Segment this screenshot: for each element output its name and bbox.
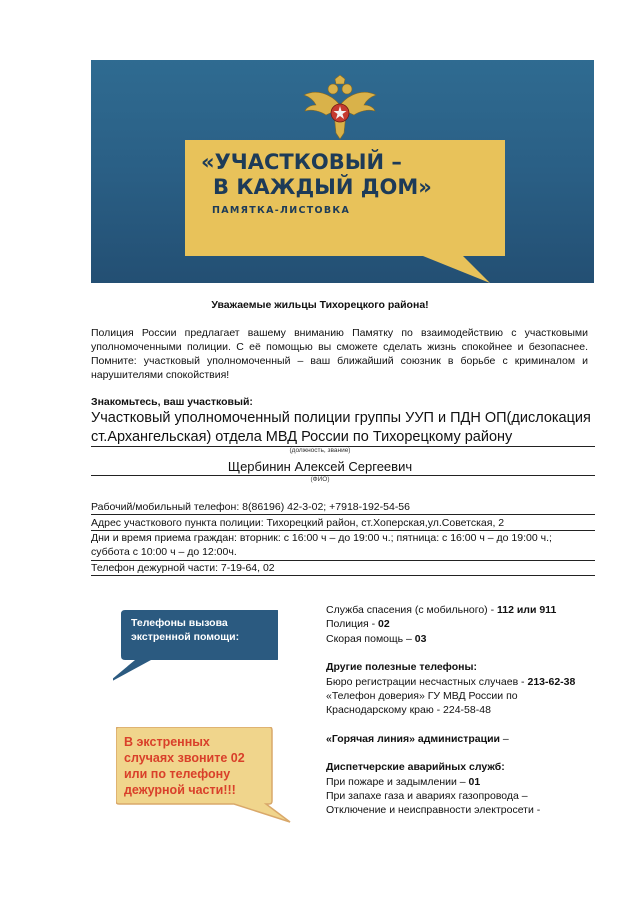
police-number: 02: [378, 618, 390, 631]
office-address: Адрес участкового пункта полиции: Тихорецкий район, ст.Хоперская,ул.Советская, 2: [91, 517, 505, 529]
emergency-callout-line2: экстренной помощи:: [131, 631, 240, 643]
banner-title-line2: В КАЖДЫЙ ДОМ»: [213, 175, 432, 199]
double-headed-eagle-emblem-icon: [300, 75, 380, 141]
dispatch-heading: [326, 760, 596, 774]
gas-line: При запахе газа и авариях газопровода –: [326, 790, 528, 803]
hotline-line: [326, 732, 596, 746]
warning-callout-line3: или по телефону: [124, 767, 231, 781]
divider: [91, 575, 595, 576]
fire-line: [326, 775, 596, 789]
emergency-callout-line1: Телефоны вызова: [131, 617, 228, 629]
useful-heading: [326, 660, 596, 674]
officer-position: Участковый уполномоченный полиции группы УУП и ПДН ОП(дислокация ст.Архангельская) отдела МВД России по Тихорецкому району: [91, 410, 591, 445]
ambulance-line: [326, 632, 596, 646]
duty-phone: Телефон дежурной части: 7-19-64, 02: [91, 562, 275, 574]
trust-line-1: «Телефон доверия» ГУ МВД России по: [326, 690, 518, 703]
officer-name-caption: (ФИО): [310, 476, 330, 483]
rescue-line: [326, 603, 596, 617]
rescue-label: Служба спасения (с мобильного) -: [326, 604, 497, 616]
banner-title-line1: «УЧАСТКОВЫЙ –: [201, 150, 402, 174]
warning-callout: [116, 727, 296, 827]
warning-callout-line1: В экстренных: [124, 735, 210, 749]
fire-label: При пожаре и задымлении –: [326, 775, 469, 788]
warning-callout-text: [124, 734, 245, 798]
accident-label: Бюро регистрации несчастных случаев -: [326, 675, 528, 688]
officer-name: Щербинин Алексей Сергеевич: [227, 459, 413, 474]
phone-list: [326, 603, 596, 818]
greeting-heading: Уважаемые жильцы Тихорецкого района!: [211, 299, 429, 311]
warning-callout-line4: дежурной части!!!: [124, 783, 236, 797]
reception-hours: Дни и время приема граждан: вторник: с 16:00 ч – до 19:00 ч.; пятница: с 16:00 ч – до 19:00 ч.; суббота с 10:00 ч – до 12:00ч.: [91, 532, 552, 558]
header-banner: [91, 60, 594, 283]
accident-number: 213-62-38: [527, 675, 576, 688]
meet-label: Знакомьтесь, ваш участковый:: [91, 396, 253, 408]
police-label: Полиция -: [326, 618, 379, 631]
power-line: Отключение и неисправности электросети -: [326, 804, 541, 817]
dispatch-heading-text: Диспетчерские аварийных служб:: [326, 761, 505, 774]
hotline-suffix: –: [500, 732, 509, 745]
banner-title: [201, 150, 451, 200]
ambulance-label: Скорая помощь –: [326, 632, 415, 645]
warning-callout-line2: случаях звоните 02: [124, 751, 245, 765]
work-phone: Рабочий/мобильный телефон: 8(86196) 42-3-02; +7918-192-54-56: [91, 501, 410, 513]
emergency-phones-callout: [113, 610, 278, 685]
officer-position-caption: (должность, звание): [289, 447, 351, 454]
intro-paragraph: Полиция России предлагает вашему вниманию Памятку по взаимодействию с участковыми уполномоченными полиции. С её помощью вы сможете сделать жизнь спокойнее и безопаснее. Помните: участковый уполномоченный – ваш ближайший союзник в борьбе с криминалом и нарушителями спокойствия!: [91, 327, 588, 381]
emergency-callout-text: [131, 616, 239, 644]
banner-subtitle: ПАМЯТКА-ЛИСТОВКА: [212, 205, 351, 216]
divider: [91, 514, 595, 515]
fire-number: 01: [468, 775, 481, 788]
hotline-label: «Горячая линия» администрации: [326, 732, 500, 745]
trust-line-2: Краснодарскому краю - 224-58-48: [326, 704, 491, 717]
accident-line: [326, 675, 596, 689]
useful-heading-text: Другие полезные телефоны:: [326, 661, 477, 674]
ambulance-number: 03: [414, 632, 427, 645]
rescue-number: 112 или 911: [496, 604, 557, 616]
police-line: [326, 617, 596, 631]
